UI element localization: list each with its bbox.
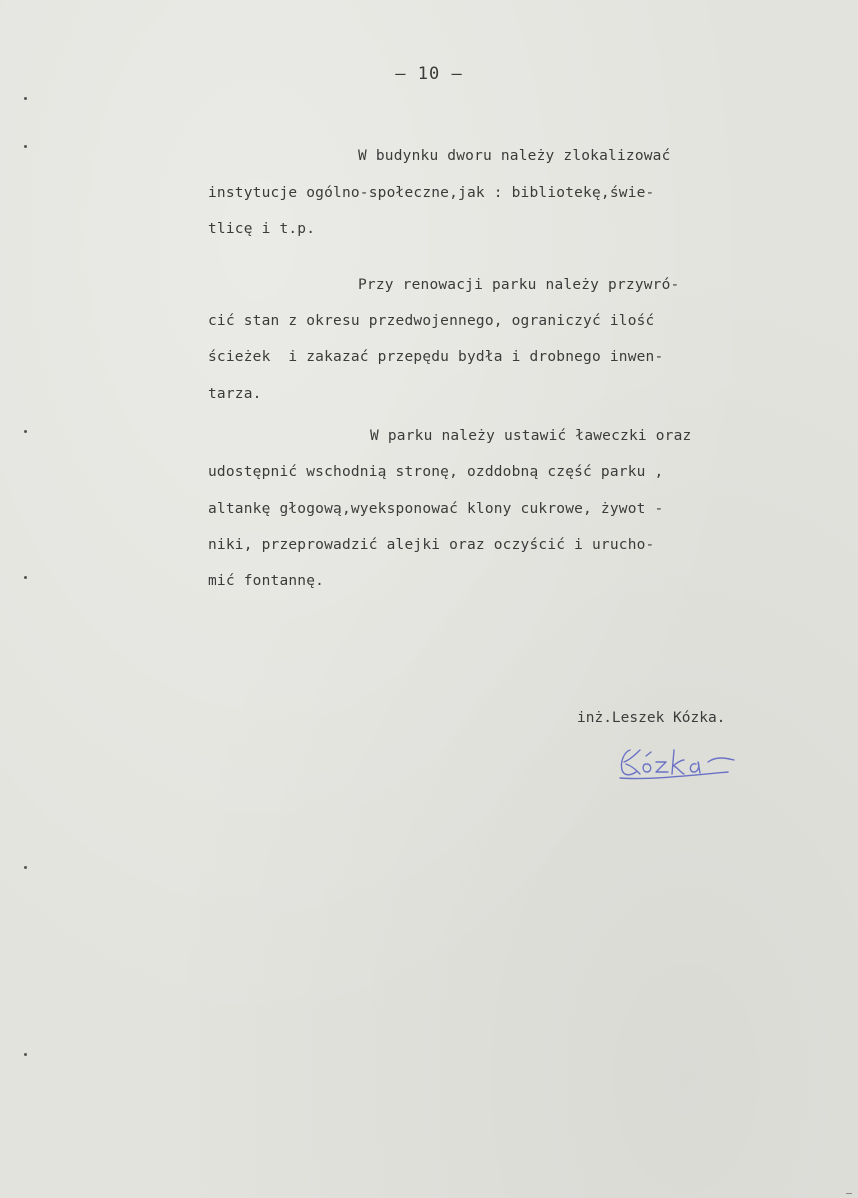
paragraph-2-line-3: ścieżek i zakazać przepędu bydła i drobnego inwen- xyxy=(208,349,664,365)
margin-punch-mark xyxy=(24,145,27,148)
paragraph-3-line-5: mić fontannę. xyxy=(208,573,325,589)
signature-name: inż.Leszek Kózka. xyxy=(577,710,726,726)
page-number: — 10 — xyxy=(395,64,463,84)
paragraph-3-line-2: udostępnić wschodnią stronę, ozddobną część parku , xyxy=(208,464,664,480)
paragraph-3-line-4: niki, przeprowadzić alejki oraz oczyścić i urucho- xyxy=(208,537,655,553)
paragraph-1-line-3: tlicę i t.p. xyxy=(208,221,316,237)
paragraph-3-line-3: altankę głogową,wyeksponować klony cukrowe, żywot - xyxy=(208,501,664,517)
paragraph-2-line-2: cić stan z okresu przedwojennego, ograniczyć ilość xyxy=(208,313,655,329)
paragraph-2-line-4: tarza. xyxy=(208,386,262,402)
paragraph-2-line-1: Przy renowacji parku należy przywró- xyxy=(358,277,680,293)
handwritten-signature xyxy=(616,742,741,782)
margin-punch-mark xyxy=(24,1053,27,1056)
paragraph-1-line-2: instytucje ogólno-społeczne,jak : bibliotekę,świe- xyxy=(208,185,655,201)
paragraph-3-line-1: W parku należy ustawić ławeczki oraz xyxy=(370,428,692,444)
paragraph-1-line-1: W budynku dworu należy zlokalizować xyxy=(358,148,671,164)
margin-punch-mark xyxy=(24,430,27,433)
margin-punch-mark xyxy=(24,97,27,100)
corner-mark xyxy=(846,1193,852,1194)
margin-punch-mark xyxy=(24,576,27,579)
margin-punch-mark xyxy=(24,866,27,869)
